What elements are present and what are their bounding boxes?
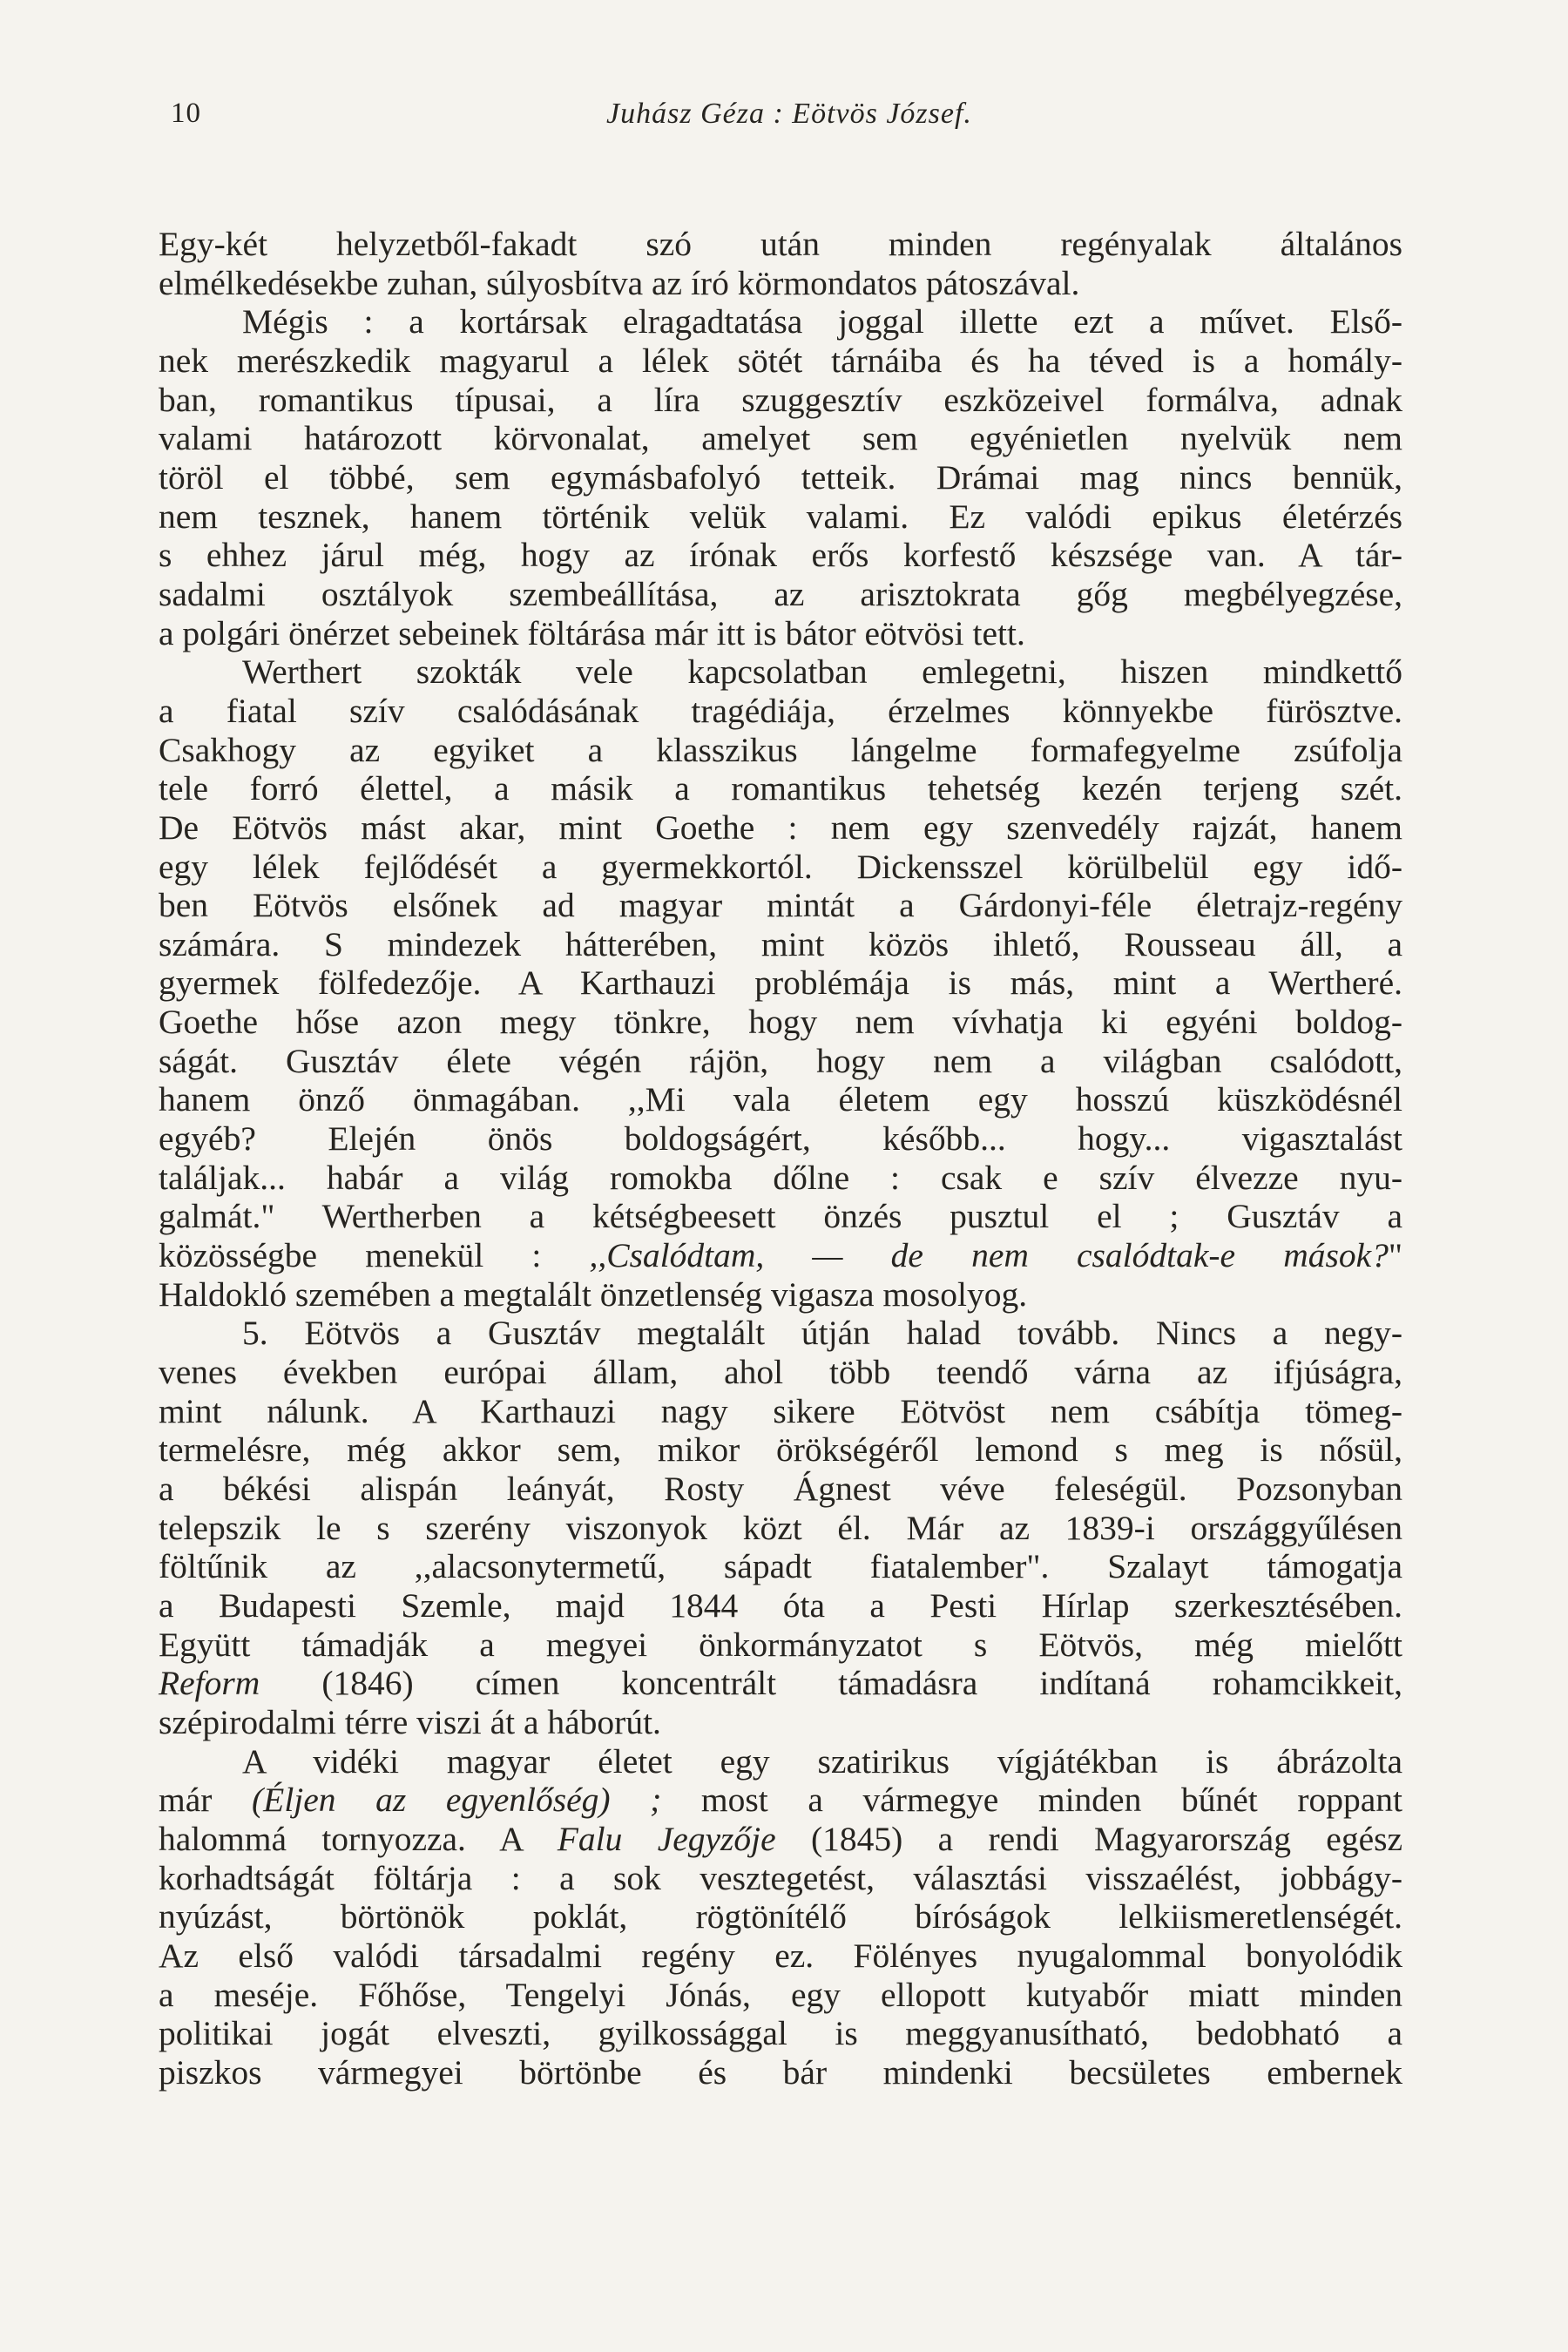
- italic-title-eljen: (Éljen az egyenlőség) ;: [252, 1781, 662, 1820]
- text-line: a Budapesti Szemle, majd 1844 óta a Pesti Hírlap szerkesztésében.: [159, 1585, 1402, 1625]
- text-line: venes években európai állam, ahol több teendő várna az ifjúságra,: [159, 1353, 1402, 1392]
- text-line: Mégis : a kortársak elragadtatása joggal illette ezt a művet. Első-: [242, 302, 1402, 341]
- text-line: Az első valódi társadalmi regény ez. Fölényes nyugalommal bonyolódik: [159, 1936, 1402, 1975]
- text-line: piszkos vármegyei börtönbe és bár mindenki becsületes embernek: [159, 2052, 1402, 2092]
- text-line: föltűnik az ,,alacsonytermetű, sápadt fiatalember". Szalayt támogatja: [159, 1547, 1402, 1586]
- text-line: politikai jogát elveszti, gyilkossággal is meggyanusítható, bedobható a: [159, 2014, 1402, 2053]
- text-segment: halommá tornyozza. A: [159, 1819, 558, 1858]
- text-line: De Eötvös mást akar, mint Goethe : nem egy szenvedély rajzát, hanem: [159, 808, 1402, 847]
- text-line: [159, 1236, 1402, 1275]
- text-line: tele forró élettel, a másik a romantikus tehetség kezén terjeng szét.: [159, 769, 1402, 808]
- text-line: valami határozott körvonalat, amelyet sem egyénietlen nyelvük nem: [159, 419, 1402, 458]
- text-line: mint nálunk. A Karthauzi nagy sikere Eötvöst nem csábítja tömeg-: [159, 1391, 1402, 1430]
- paragraph-4: [159, 1314, 1402, 1741]
- text-line: Csakhogy az egyiket a klasszikus lángelme formafegyelme zsúfolja: [159, 730, 1402, 769]
- text-line: galmát." Wertherben a kétségbeesett önzés pusztul el ; Gusztáv a: [159, 1197, 1402, 1236]
- text-segment: (1845) a rendi Magyarország egész: [775, 1819, 1403, 1858]
- text-line: nyúzást, börtönök poklát, rögtönítélő bíróságok lelkiismeretlenségét.: [159, 1897, 1402, 1936]
- text-line: elmélkedésekbe zuhan, súlyosbítva az író körmondatos pátoszával.: [159, 263, 1080, 302]
- text-line: egyéb? Elején önös boldogságért, később... hogy... vigasztalást: [159, 1119, 1402, 1159]
- text-line: találjak... habár a világ romokba dőlne : csak e szív élvezze nyu-: [159, 1158, 1402, 1197]
- text-line: s ehhez járul még, hogy az írónak erős korfestő készsége van. A tár-: [159, 536, 1402, 575]
- text-line: [159, 1820, 1402, 1859]
- text-line: a meséje. Főhőse, Tengelyi Jónás, egy ellopott kutyabőr miatt minden: [159, 1975, 1402, 2014]
- closing-quote: ": [1388, 1236, 1403, 1275]
- page-number: 10: [171, 98, 201, 129]
- italic-title-falu: Falu Jegyzője: [557, 1819, 776, 1858]
- italic-quote: ,,Csalódtam, — de nem csalódtak-e mások?: [589, 1236, 1389, 1275]
- text-line: gyermek fölfedezője. A Karthauzi problémája is más, mint a Wertheré.: [159, 963, 1402, 1003]
- text-line: Goethe hőse azon megy tönkre, hogy nem vívhatja ki egyéni boldog-: [159, 1003, 1402, 1042]
- text-line: töröl el többé, sem egymásbafolyó tetteik. Drámai mag nincs bennük,: [159, 457, 1402, 497]
- text-line: termelésre, még akkor sem, mikor örökségéről lemond s meg is nősül,: [159, 1430, 1402, 1470]
- paragraph-5: [159, 1742, 1402, 2092]
- text-segment: közösségbe menekül :: [159, 1236, 590, 1275]
- paragraph-1: [159, 225, 1402, 302]
- text-line: A vidéki magyar életet egy szatirikus vígjátékban is ábrázolta: [242, 1741, 1402, 1781]
- text-line: a fiatal szív csalódásának tragédiája, érzelmes könnyekbe fürösztve.: [159, 691, 1402, 730]
- text-line: Werthert szokták vele kapcsolatban emlegetni, hiszen mindkettő: [242, 652, 1402, 692]
- text-line: ságát. Gusztáv élete végén rájön, hogy nem a világban csalódott,: [159, 1041, 1402, 1080]
- text-line: Egy-két helyzetből-fakadt szó után minden regényalak általános: [159, 225, 1402, 263]
- text-line: egy lélek fejlődését a gyermekkortól. Dickensszel körülbelül egy idő-: [159, 847, 1402, 886]
- running-title: Juhász Géza : Eötvös József.: [606, 98, 972, 130]
- text-line: nek merészkedik magyarul a lélek sötét tárnáiba és ha téved is a homály-: [159, 341, 1402, 380]
- text-line: [159, 1781, 1402, 1820]
- text-line: hanem önző önmagában. ,,Mi vala életem egy hosszú küszködésnél: [159, 1080, 1402, 1119]
- body-text: [159, 225, 1402, 2092]
- text-segment: (1846) címen koncentrált támadásra indítaná rohamcikkeit,: [260, 1664, 1402, 1703]
- text-line: ban, romantikus típusai, a líra szuggesztív eszközeivel formálva, adnak: [159, 380, 1402, 419]
- italic-title-reform: Reform: [159, 1664, 260, 1703]
- text-line: a polgári önérzet sebeinek föltárása már itt is bátor eötvösi tett.: [159, 613, 1025, 652]
- text-line: [159, 1664, 1402, 1703]
- text-line: a békési alispán leányát, Rosty Ágnest véve feleségül. Pozsonyban: [159, 1470, 1402, 1508]
- text-segment: most a vármegye minden bűnét roppant: [661, 1781, 1402, 1820]
- text-line: telepszik le s szerény viszonyok közt él. Már az 1839-i országgyűlésen: [159, 1508, 1402, 1547]
- text-line: Haldokló szemében a megtalált önzetlenség vigasza mosolyog.: [159, 1274, 1028, 1314]
- text-line: 5. Eötvös a Gusztáv megtalált útján halad tovább. Nincs a negy-: [242, 1314, 1402, 1353]
- text-line: sadalmi osztályok szembeállítása, az arisztokrata gőg megbélyegzése,: [159, 574, 1402, 613]
- running-head: [171, 98, 1408, 141]
- text-line: számára. S mindezek hátterében, mint közös ihlető, Rousseau áll, a: [159, 924, 1402, 963]
- text-line: korhadtságát föltárja : a sok vesztegetést, választási visszaélést, jobbágy-: [159, 1858, 1402, 1897]
- paragraph-2: [159, 302, 1402, 652]
- text-line: ben Eötvös elsőnek ad magyar mintát a Gárdonyi-féle életrajz-regény: [159, 886, 1402, 925]
- text-line: Együtt támadják a megyei önkormányzatot s Eötvös, még mielőtt: [159, 1625, 1402, 1664]
- text-segment: már: [159, 1781, 253, 1820]
- paragraph-3: [159, 652, 1402, 1314]
- text-line: szépirodalmi térre viszi át a háborút.: [159, 1702, 661, 1741]
- text-line: nem tesznek, hanem történik velük valami. Ez valódi epikus életérzés: [159, 497, 1402, 536]
